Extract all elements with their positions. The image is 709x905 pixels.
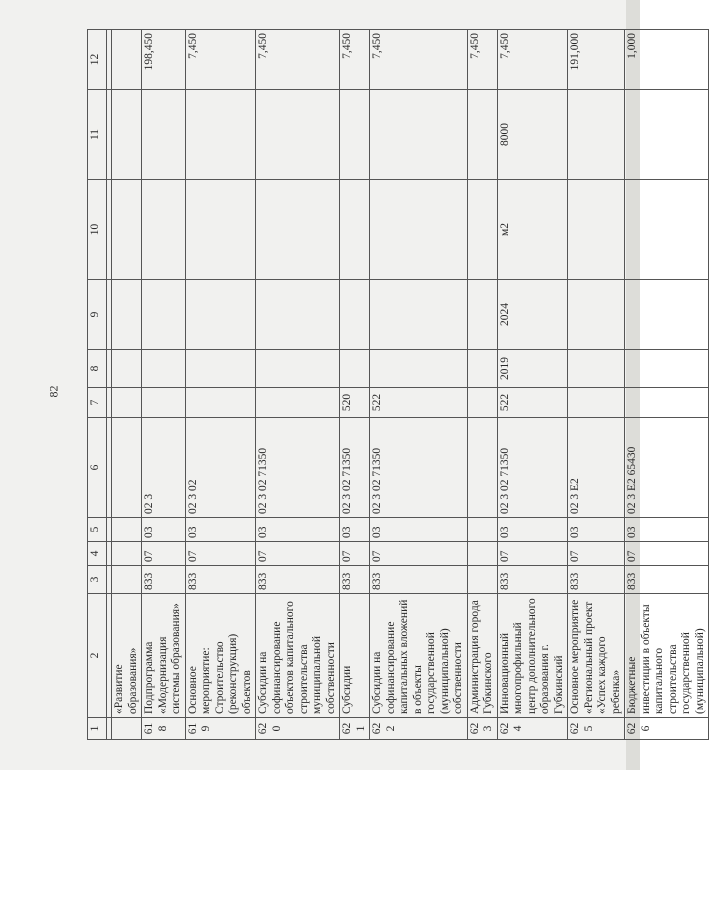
col7-type-code xyxy=(568,388,625,418)
col3-code: 833 xyxy=(256,566,340,594)
col4-section: 07 xyxy=(256,542,340,566)
col-header-6: 6 xyxy=(88,418,107,518)
col12-amount: 191,000 xyxy=(568,30,625,90)
col5-subsection xyxy=(467,518,497,542)
table-row-continuation xyxy=(112,30,142,740)
row-name: Подпрограмма «Модернизация системы образования» xyxy=(142,594,186,718)
col5-subsection: 03 xyxy=(185,518,256,542)
col10-unit xyxy=(625,180,709,280)
col9-end-year xyxy=(625,280,709,350)
col-header-9: 9 xyxy=(88,280,107,350)
row-name: Субсидии xyxy=(340,594,370,718)
col-header-3: 3 xyxy=(88,566,107,594)
row-name: Администрация города Губкинского xyxy=(467,594,497,718)
col11-capacity xyxy=(467,90,497,180)
col4-section: 07 xyxy=(497,542,568,566)
col-header-10: 10 xyxy=(88,180,107,280)
col5-subsection: 03 xyxy=(625,518,709,542)
row-number: 621 xyxy=(340,718,370,740)
table-row xyxy=(568,30,625,740)
col12-amount: 198,450 xyxy=(142,30,186,90)
col-header-7: 7 xyxy=(88,388,107,418)
col7-type-code: 522 xyxy=(370,388,468,418)
col5-subsection: 03 xyxy=(497,518,568,542)
col-header-5: 5 xyxy=(88,518,107,542)
col6-target-code: 02 3 02 71350 xyxy=(497,418,568,518)
col3-code: 833 xyxy=(185,566,256,594)
col9-end-year xyxy=(185,280,256,350)
table-row xyxy=(370,30,468,740)
row-number: 626 xyxy=(625,718,709,740)
col3-code: 833 xyxy=(568,566,625,594)
col9-end-year xyxy=(256,280,340,350)
row-name: Субсидии на софинансирование объектов капитального строительства муниципальной собственности xyxy=(256,594,340,718)
col12-amount: 7,450 xyxy=(340,30,370,90)
col8-start-year xyxy=(467,350,497,388)
col9-end-year xyxy=(467,280,497,350)
col9-end-year xyxy=(370,280,468,350)
col-header-8: 8 xyxy=(88,350,107,388)
col6-target-code: 02 3 02 xyxy=(185,418,256,518)
col12-amount: 1,000 xyxy=(625,30,709,90)
col8-start-year xyxy=(370,350,468,388)
col11-capacity xyxy=(370,90,468,180)
col8-start-year xyxy=(256,350,340,388)
col6-target-code: 02 3 E2 65430 xyxy=(625,418,709,518)
col8-start-year xyxy=(625,350,709,388)
col12-amount: 7,450 xyxy=(185,30,256,90)
col10-unit xyxy=(256,180,340,280)
col9-end-year xyxy=(340,280,370,350)
row-number: 622 xyxy=(370,718,468,740)
col12-amount: 7,450 xyxy=(370,30,468,90)
row-number: 620 xyxy=(256,718,340,740)
col11-capacity xyxy=(340,90,370,180)
col7-type-code: 522 xyxy=(497,388,568,418)
row-number: 618 xyxy=(142,718,186,740)
col6-target-code: 02 3 02 71350 xyxy=(370,418,468,518)
row-name: Основное мероприятие: Строительство (реконструкция) объектов xyxy=(185,594,256,718)
col-header-2: 2 xyxy=(88,594,107,718)
col8-start-year xyxy=(340,350,370,388)
col12-amount: 7,450 xyxy=(467,30,497,90)
col7-type-code: 520 xyxy=(340,388,370,418)
col4-section: 07 xyxy=(142,542,186,566)
col6-target-code xyxy=(467,418,497,518)
col5-subsection: 03 xyxy=(256,518,340,542)
col10-unit xyxy=(142,180,186,280)
col7-type-code xyxy=(142,388,186,418)
col10-unit xyxy=(467,180,497,280)
col-header-12: 12 xyxy=(88,30,107,90)
col10-unit xyxy=(370,180,468,280)
col11-capacity xyxy=(568,90,625,180)
col4-section: 07 xyxy=(568,542,625,566)
col11-capacity xyxy=(142,90,186,180)
col4-section xyxy=(467,542,497,566)
col4-section: 07 xyxy=(625,542,709,566)
row-number: 624 xyxy=(497,718,568,740)
table-row xyxy=(340,30,370,740)
col7-type-code xyxy=(625,388,709,418)
header-row xyxy=(88,30,107,740)
col6-target-code: 02 3 xyxy=(142,418,186,518)
col5-subsection: 03 xyxy=(142,518,186,542)
row-number: 623 xyxy=(467,718,497,740)
col12-amount: 7,450 xyxy=(497,30,568,90)
col8-start-year xyxy=(142,350,186,388)
col6-target-code: 02 3 02 71350 xyxy=(256,418,340,518)
row-name: «Развитие образования» xyxy=(112,594,142,718)
col3-code: 833 xyxy=(142,566,186,594)
col3-code: 833 xyxy=(340,566,370,594)
col7-type-code xyxy=(185,388,256,418)
col10-unit: м2 xyxy=(497,180,568,280)
col6-target-code: 02 3 E2 xyxy=(568,418,625,518)
col11-capacity xyxy=(256,90,340,180)
row-name: Основное мероприятие «Региональный проект «Успех каждого ребенка» xyxy=(568,594,625,718)
row-name: Субсидии на софинансирование капитальных вложений в объекты государственной (муниципальной) собственности xyxy=(370,594,468,718)
table-row xyxy=(467,30,497,740)
budget-table xyxy=(87,29,709,740)
row-number: 619 xyxy=(185,718,256,740)
table-row xyxy=(185,30,256,740)
col-header-4: 4 xyxy=(88,542,107,566)
col10-unit xyxy=(568,180,625,280)
col9-end-year xyxy=(142,280,186,350)
col-header-1: 1 xyxy=(88,718,107,740)
col3-code: 833 xyxy=(370,566,468,594)
col3-code xyxy=(467,566,497,594)
col8-start-year: 2019 xyxy=(497,350,568,388)
table-row xyxy=(142,30,186,740)
row-name: Бюджетные инвестиции в объекты капитального строительства государственной (муниципальной) xyxy=(625,594,709,718)
col11-capacity xyxy=(185,90,256,180)
col-header-11: 11 xyxy=(88,90,107,180)
page-number: 82 xyxy=(46,385,61,398)
col12-amount: 7,450 xyxy=(256,30,340,90)
rotated-table-wrapper xyxy=(87,30,706,740)
col4-section: 07 xyxy=(370,542,468,566)
table-row xyxy=(497,30,568,740)
col5-subsection: 03 xyxy=(568,518,625,542)
col11-capacity: 8000 xyxy=(497,90,568,180)
table-row xyxy=(256,30,340,740)
col4-section: 07 xyxy=(185,542,256,566)
col10-unit xyxy=(340,180,370,280)
col10-unit xyxy=(185,180,256,280)
col5-subsection: 03 xyxy=(340,518,370,542)
row-name: Инновационный многопрофильный центр дополнительного образования г. Губкинский xyxy=(497,594,568,718)
col4-section: 07 xyxy=(340,542,370,566)
table-row xyxy=(625,30,709,740)
col7-type-code xyxy=(467,388,497,418)
row-number: 625 xyxy=(568,718,625,740)
row-number xyxy=(112,718,142,740)
col3-code: 833 xyxy=(625,566,709,594)
col5-subsection: 03 xyxy=(370,518,468,542)
col9-end-year: 2024 xyxy=(497,280,568,350)
col8-start-year xyxy=(568,350,625,388)
col9-end-year xyxy=(568,280,625,350)
col6-target-code: 02 3 02 71350 xyxy=(340,418,370,518)
col11-capacity xyxy=(625,90,709,180)
col3-code: 833 xyxy=(497,566,568,594)
col7-type-code xyxy=(256,388,340,418)
col8-start-year xyxy=(185,350,256,388)
